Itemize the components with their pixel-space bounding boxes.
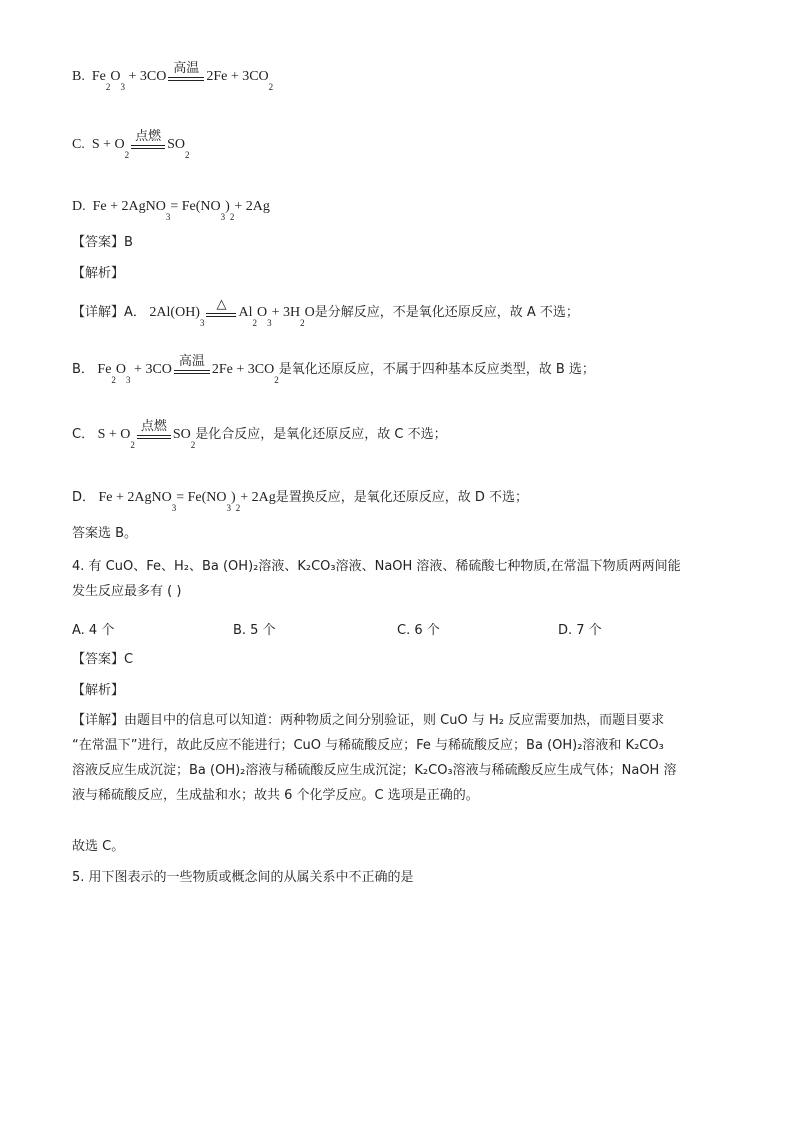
formula-part: + 3CO bbox=[134, 362, 172, 377]
formula-part: Fe + 2AgNO bbox=[92, 199, 166, 214]
formula-part: + 3H bbox=[271, 305, 301, 320]
formula-part: 2Fe + 3CO bbox=[206, 69, 269, 84]
detail-b: B． Fe 2 O 3 + 3CO 高温 2Fe + 3CO 2 是氧化还原反应，不属于四种基本反应类型，故 B 选； bbox=[72, 354, 595, 385]
analysis-line bbox=[72, 264, 124, 284]
detail-text: 由题目中的信息可以知道：两种物质之间分别验证，则 CuO 与 H₂ 反应需要加热，而题目要求 bbox=[124, 713, 665, 728]
detail-tag: 【详解】 bbox=[72, 713, 125, 728]
option-d-count: D. 7 个 bbox=[558, 623, 602, 638]
conclusion-line-q4: 故选 C。 bbox=[72, 839, 125, 854]
reaction-condition: 点燃 bbox=[140, 419, 167, 434]
option-c: C. S + O 2 点燃 SO 2 bbox=[72, 129, 190, 160]
formula-part: O bbox=[110, 69, 121, 84]
conclusion-line: 答案选 B。 bbox=[72, 526, 138, 541]
detail-prefix: A． bbox=[124, 305, 146, 320]
option-label: B. bbox=[72, 69, 85, 84]
option-d: D. Fe + 2AgNO 3 = Fe(NO 3 ) 2 + 2Ag bbox=[72, 199, 270, 222]
formula-part: O bbox=[304, 305, 315, 320]
formula-part: + 2Ag bbox=[240, 490, 276, 505]
formula-part: Fe + 2AgNO bbox=[98, 490, 172, 505]
formula-part: 2Fe + 3CO bbox=[211, 362, 275, 377]
formula-part: S + O bbox=[97, 427, 131, 442]
reaction-condition: 高温 bbox=[173, 61, 200, 76]
reaction-condition: 高温 bbox=[178, 354, 205, 369]
question-5: 5. 用下图表示的一些物质或概念间的从属关系中不正确的是 bbox=[72, 870, 414, 885]
formula-part: ) bbox=[231, 490, 236, 505]
formula-part: O bbox=[115, 362, 127, 377]
option-b-count: B. 5 个 bbox=[233, 623, 276, 638]
analysis-tag: 【解析】 bbox=[72, 266, 125, 281]
answer-value: C bbox=[124, 652, 134, 667]
formula-part: = Fe(NO bbox=[176, 490, 227, 505]
answer-tag: 【答案】 bbox=[72, 652, 125, 667]
option-a: A. 4 个 bbox=[72, 623, 115, 638]
formula-part: Fe bbox=[97, 362, 112, 377]
reaction-arrow bbox=[168, 62, 204, 87]
question-text: 发生反应最多有 ( ) bbox=[72, 584, 182, 599]
answer-value: B bbox=[124, 235, 133, 250]
q4-detail bbox=[72, 708, 722, 808]
detail-c: C． S + O 2 点燃 SO 2 是化合反应，是氧化还原反应，故 C 不选； bbox=[72, 419, 447, 450]
formula-part: SO bbox=[167, 137, 186, 152]
formula-part: O bbox=[256, 305, 268, 320]
formula-part: SO bbox=[172, 427, 191, 442]
formula-part: S + O bbox=[91, 137, 125, 152]
option-c-count: C. 6 个 bbox=[397, 623, 440, 638]
detail-d: D． Fe + 2AgNO 3 = Fe(NO 3 ) 2 + 2Ag 是置换反应，是氧化还原反应，故 D 不选； bbox=[72, 490, 528, 513]
formula-part: ) bbox=[225, 199, 230, 214]
formula-part: + 2Ag bbox=[234, 199, 270, 214]
question-4 bbox=[72, 554, 722, 604]
option-b: B. Fe 2 O 3 + 3CO 高温 2Fe + 3CO 2 bbox=[72, 61, 274, 92]
detail-tag: 【详解】 bbox=[72, 305, 125, 320]
formula-part: = Fe(NO bbox=[170, 199, 221, 214]
detail-text: 溶液反应生成沉淀；Ba (OH)₂溶液与稀硫酸反应生成沉淀；K₂CO₃溶液与稀硫酸反应生成气体；NaOH 溶 bbox=[72, 763, 677, 778]
question-text: 4. 有 CuO、Fe、H₂、Ba (OH)₂溶液、K₂CO₃溶液、NaOH 溶液、稀硫酸七种物质,在常温下物质两两间能 bbox=[72, 559, 681, 574]
formula-part: 2Al(OH) bbox=[149, 305, 200, 320]
formula-part: Al bbox=[238, 305, 253, 320]
option-label: C. bbox=[72, 137, 85, 152]
detail-text: “在常温下”进行，故此反应不能进行；CuO 与稀硫酸反应；Fe 与稀硫酸反应；Ba (OH)₂溶液和 K₂CO₃ bbox=[72, 738, 664, 753]
detail-prefix: C． bbox=[72, 427, 95, 442]
formula-part: + 3CO bbox=[128, 69, 167, 84]
detail-a: 【详解】 A． 2Al(OH) 3 △ Al 2 O 3 + 3H 2 O 是分解反应，不是氧化还原反应，故 A 不选； bbox=[72, 297, 579, 328]
reaction-arrow bbox=[137, 420, 171, 445]
option-label: D. bbox=[72, 199, 86, 214]
formula-part: Fe bbox=[91, 69, 106, 84]
detail-description: 是化合反应，是氧化还原反应，故 C 不选； bbox=[195, 427, 447, 442]
answer-line bbox=[72, 233, 133, 253]
reaction-condition: △ bbox=[216, 297, 227, 312]
answer-tag: 【答案】 bbox=[72, 235, 125, 250]
reaction-arrow bbox=[174, 355, 210, 380]
reaction-arrow bbox=[206, 298, 236, 323]
reaction-arrow bbox=[131, 130, 165, 155]
detail-description: 是置换反应，是氧化还原反应，故 D 不选； bbox=[275, 490, 528, 505]
reaction-condition: 点燃 bbox=[135, 129, 162, 144]
detail-text: 液与稀硫酸反应，生成盐和水；故共 6 个化学反应。C 选项是正确的。 bbox=[72, 788, 479, 803]
detail-description: 是分解反应，不是氧化还原反应，故 A 不选； bbox=[314, 305, 579, 320]
detail-prefix: B． bbox=[72, 362, 94, 377]
analysis-tag: 【解析】 bbox=[72, 683, 125, 698]
analysis-line-q4 bbox=[72, 681, 124, 701]
detail-description: 是氧化还原反应，不属于四种基本反应类型，故 B 选； bbox=[278, 362, 595, 377]
detail-line bbox=[72, 708, 722, 733]
answer-line-q4 bbox=[72, 650, 133, 670]
detail-prefix: D． bbox=[72, 490, 96, 505]
